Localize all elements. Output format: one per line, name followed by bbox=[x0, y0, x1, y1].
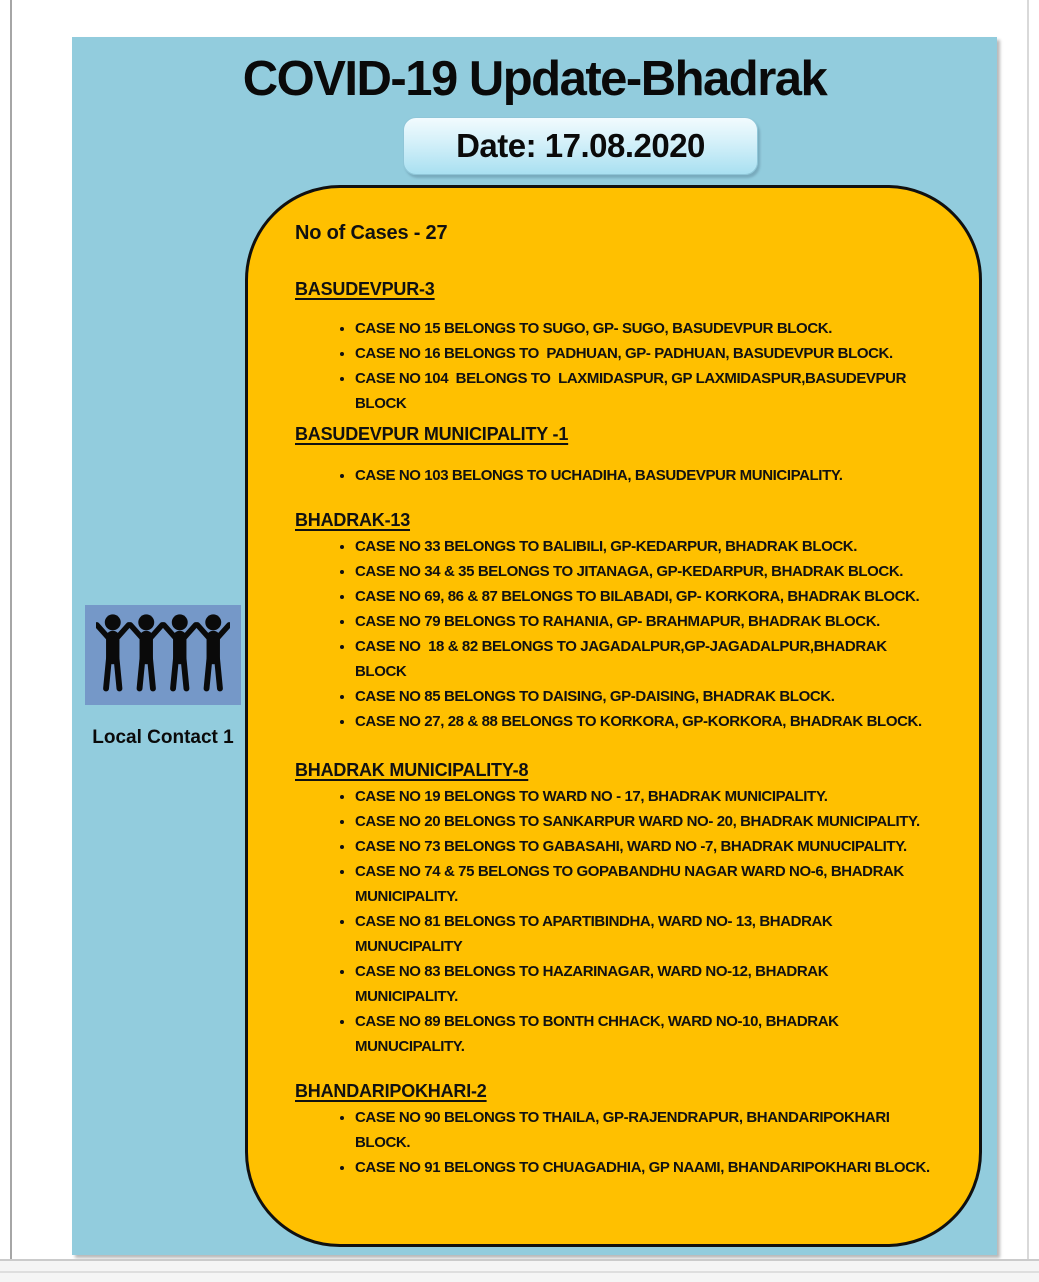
case-item: • CASE NO 85 BELONGS TO DAISING, GP-DAISING, BHADRAK BLOCK. bbox=[355, 684, 930, 709]
cases-card bbox=[245, 185, 982, 1247]
case-item: • CASE NO 18 & 82 BELONGS TO JAGADALPUR,GP-JAGADALPUR,BHADRAK BLOCK bbox=[355, 634, 930, 684]
case-item: • CASE NO 90 BELONGS TO THAILA, GP-RAJENDRAPUR, BHANDARIPOKHARI BLOCK. bbox=[355, 1105, 930, 1155]
local-contact-graphic bbox=[85, 605, 241, 705]
case-item: • CASE NO 69, 86 & 87 BELONGS TO BILABADI, GP- KORKORA, BHADRAK BLOCK. bbox=[355, 584, 930, 609]
case-sections bbox=[295, 279, 939, 1180]
case-item: • CASE NO 33 BELONGS TO BALIBILI, GP-KEDARPUR, BHADRAK BLOCK. bbox=[355, 534, 930, 559]
page-title: COVID-19 Update-Bhadrak bbox=[242, 52, 827, 106]
case-item: • CASE NO 104 BELONGS TO LAXMIDASPUR, GP LAXMIDASPUR,BASUDEVPUR BLOCK bbox=[355, 366, 930, 416]
case-list bbox=[295, 534, 930, 734]
case-section bbox=[295, 1081, 939, 1180]
case-item: • CASE NO 34 & 35 BELONGS TO JITANAGA, GP-KEDARPUR, BHADRAK BLOCK. bbox=[355, 559, 930, 584]
case-item: • CASE NO 20 BELONGS TO SANKARPUR WARD NO- 20, BHADRAK MUNICIPALITY. bbox=[355, 809, 930, 834]
case-item: • CASE NO 16 BELONGS TO PADHUAN, GP- PADHUAN, BASUDEVPUR BLOCK. bbox=[355, 341, 930, 366]
date-text: Date: 17.08.2020 bbox=[456, 127, 705, 164]
case-item: • CASE NO 103 BELONGS TO UCHADIHA, BASUDEVPUR MUNICIPALITY. bbox=[355, 463, 930, 488]
case-section bbox=[295, 279, 939, 416]
covid-poster bbox=[72, 37, 997, 1255]
case-list bbox=[295, 1105, 930, 1180]
case-section bbox=[295, 424, 939, 488]
section-heading: BHADRAK MUNICIPALITY-8 bbox=[295, 760, 529, 780]
case-list bbox=[295, 316, 930, 416]
cases-total: No of Cases - 27 bbox=[295, 222, 448, 244]
case-item: • CASE NO 83 BELONGS TO HAZARINAGAR, WARD NO-12, BHADRAK MUNICIPALITY. bbox=[355, 959, 930, 1009]
section-heading: BASUDEVPUR-3 bbox=[295, 279, 435, 299]
page-edge-right bbox=[1027, 0, 1029, 1259]
case-item: • CASE NO 19 BELONGS TO WARD NO - 17, BHADRAK MUNICIPALITY. bbox=[355, 784, 930, 809]
local-contact-label: Local Contact 1 bbox=[92, 727, 234, 748]
case-item: • CASE NO 15 BELONGS TO SUGO, GP- SUGO, BASUDEVPUR BLOCK. bbox=[355, 316, 930, 341]
case-list bbox=[295, 784, 930, 1059]
case-item: • CASE NO 89 BELONGS TO BONTH CHHACK, WARD NO-10, BHADRAK MUNUCIPALITY. bbox=[355, 1009, 930, 1059]
case-section bbox=[295, 510, 939, 734]
case-item: • CASE NO 91 BELONGS TO CHUAGADHIA, GP NAAMI, BHANDARIPOKHARI BLOCK. bbox=[355, 1155, 930, 1180]
viewer-bottom-strip bbox=[0, 1259, 1039, 1282]
local-contact-block bbox=[85, 605, 241, 749]
case-item: • CASE NO 74 & 75 BELONGS TO GOPABANDHU NAGAR WARD NO-6, BHADRAK MUNICIPALITY. bbox=[355, 859, 930, 909]
case-list bbox=[295, 463, 930, 488]
section-heading: BHANDARIPOKHARI-2 bbox=[295, 1081, 487, 1101]
case-item: • CASE NO 27, 28 & 88 BELONGS TO KORKORA, GP-KORKORA, BHADRAK BLOCK. bbox=[355, 709, 930, 734]
case-item: • CASE NO 73 BELONGS TO GABASAHI, WARD NO -7, BHADRAK MUNUCIPALITY. bbox=[355, 834, 930, 859]
case-section bbox=[295, 760, 939, 1059]
case-item: • CASE NO 81 BELONGS TO APARTIBINDHA, WARD NO- 13, BHADRAK MUNUCIPALITY bbox=[355, 909, 930, 959]
section-heading: BASUDEVPUR MUNICIPALITY -1 bbox=[295, 424, 569, 444]
section-heading: BHADRAK-13 bbox=[295, 510, 411, 530]
page-edge-left bbox=[10, 0, 12, 1259]
case-item: • CASE NO 79 BELONGS TO RAHANIA, GP- BRAHMAPUR, BHADRAK BLOCK. bbox=[355, 609, 930, 634]
people-holding-hands-icon bbox=[96, 611, 230, 699]
date-badge bbox=[403, 117, 758, 175]
